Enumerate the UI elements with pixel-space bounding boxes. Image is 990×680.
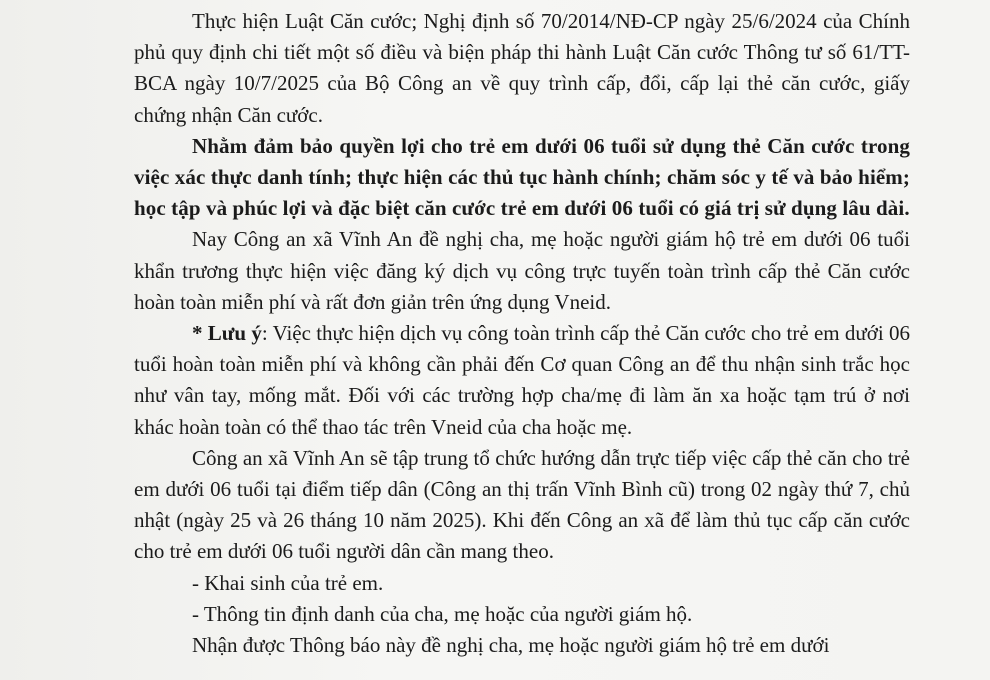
paragraph-request: Nay Công an xã Vĩnh An đề nghị cha, mẹ hoặc người giám hộ trẻ em dưới 06 tuổi khẩn trương thực hiện việc đăng ký dịch vụ công trực tuyến toàn trình cấp thẻ Căn cước hoàn toàn miễn phí và rất đơn giản trên ứng dụng Vneid. [134,227,910,314]
paragraph-note [134,318,910,443]
paragraph-guidance: Công an xã Vĩnh An sẽ tập trung tổ chức hướng dẫn trực tiếp việc cấp thẻ căn cho trẻ em dưới 06 tuổi tại điểm tiếp dân (Công an thị trấn Vĩnh Bình cũ) trong 02 ngày thứ 7, chủ nhật (ngày 25 và 26 tháng 10 năm 2025). Khi đến Công an xã để làm thủ tục cấp căn cước cho trẻ em dưới 06 tuổi người dân cần mang theo. [134,445,910,564]
paragraph-legal-basis: Thực hiện Luật Căn cước; Nghị định số 70/2014/NĐ-CP ngày 25/6/2024 của Chính phủ quy định chi tiết một số điều và biện pháp thi hành Luật Căn cước Thông tư số 61/TT-BCA ngày 10/7/2025 của Bộ Công an về quy trình cấp, đổi, cấp lại thẻ căn cước, giấy chứng nhận Căn cước. [134,9,910,127]
note-text: : Việc thực hiện dịch vụ công toàn trình cấp thẻ Căn cước cho trẻ em dưới 06 tuổi hoàn toàn miễn phí và không cần phải đến Cơ quan Công an để thu nhận sinh trắc học như vân tay, mống mắt. Đối với các trường hợp cha/mẹ đi làm ăn xa hoặc tạm trú ở nơi khác hoàn toàn có thể thao tác trên Vneid của cha hoặc mẹ. [134,321,910,439]
note-label: * Lưu ý [192,321,262,346]
list-item-birth-certificate: - Khai sinh của trẻ em. [192,570,384,595]
paragraph-closing: Nhận được Thông báo này đề nghị cha, mẹ hoặc người giám hộ trẻ em dưới [192,633,830,658]
document-body [134,6,910,661]
list-item-guardian-id: - Thông tin định danh của cha, mẹ hoặc của người giám hộ. [192,601,693,626]
paragraph-purpose: Nhằm đảm bảo quyền lợi cho trẻ em dưới 06 tuổi sử dụng thẻ Căn cước trong việc xác thực danh tính; thực hiện các thủ tục hành chính; chăm sóc y tế và bảo hiểm; học tập và phúc lợi và đặc biệt căn cước trẻ em dưới 06 tuổi có giá trị sử dụng lâu dài. [134,133,910,221]
